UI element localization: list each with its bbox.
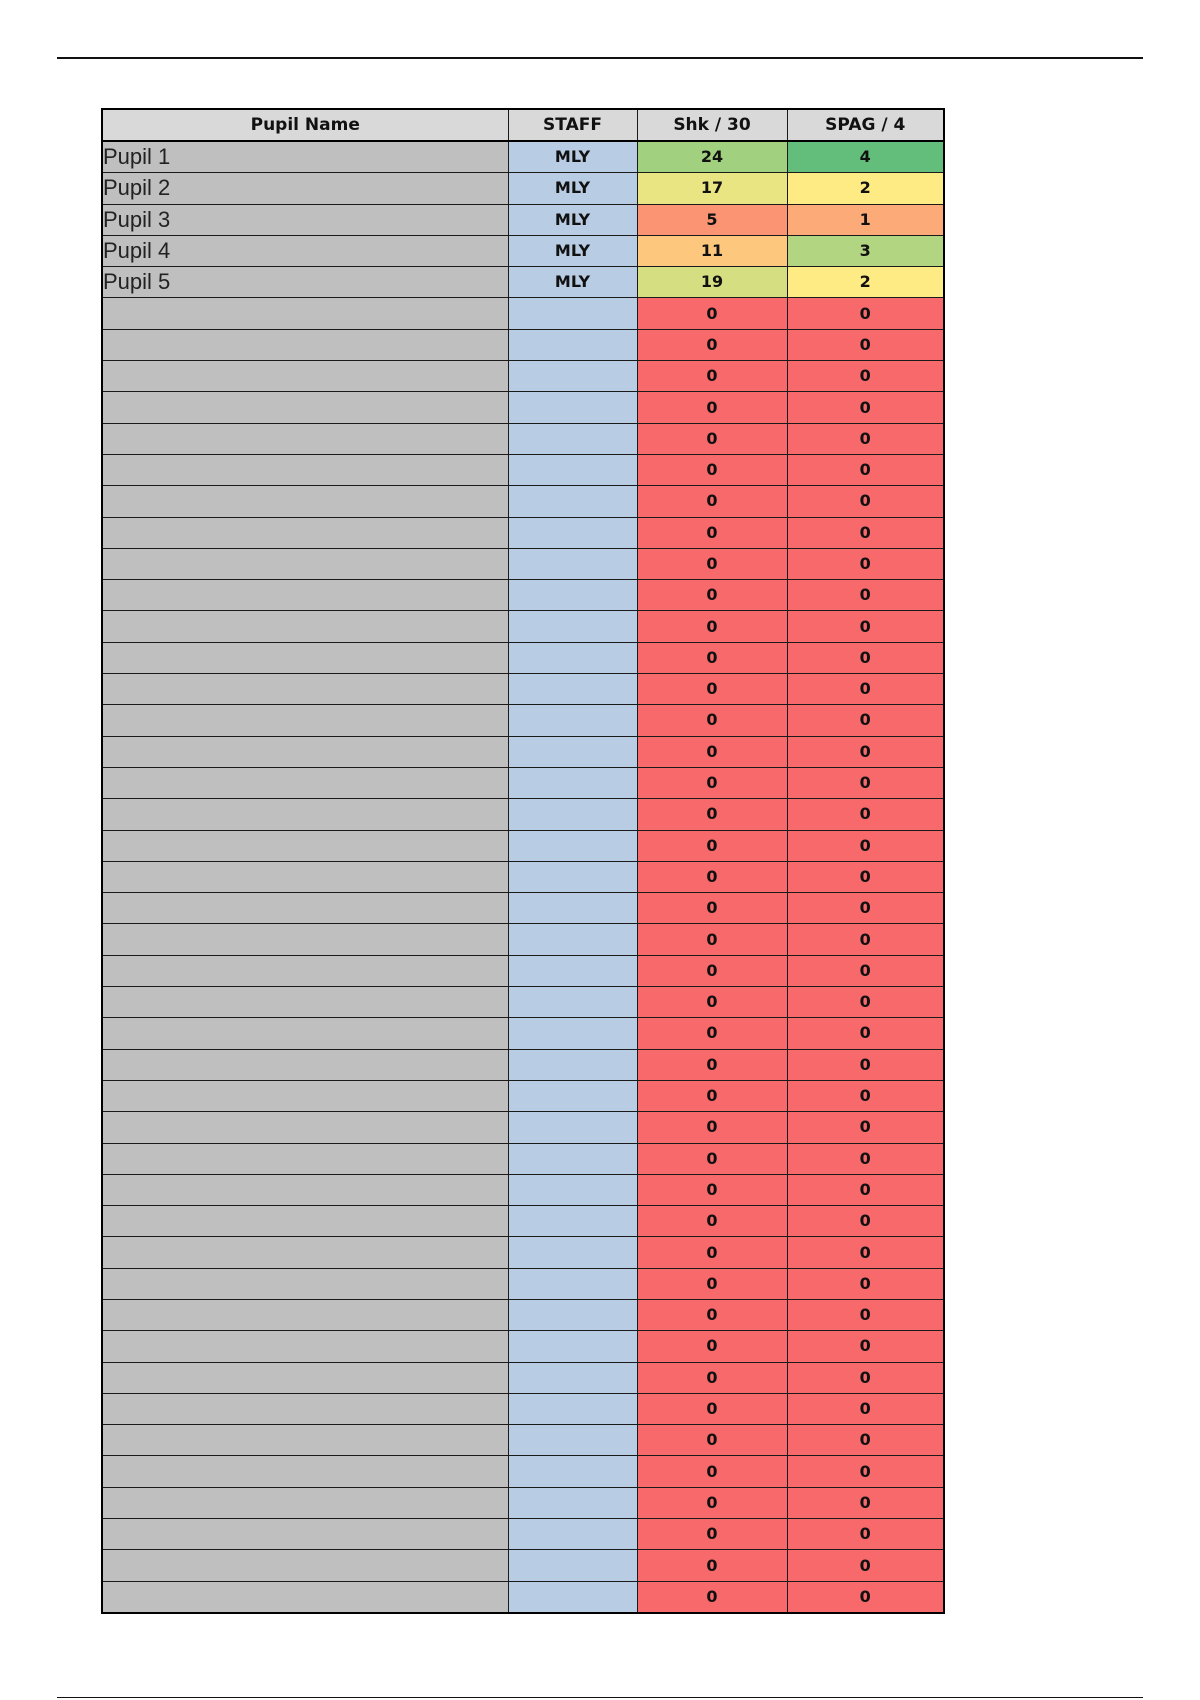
table-row <box>102 204 944 235</box>
staff-cell[interactable] <box>508 1393 637 1424</box>
pupil-name-cell[interactable]: Pupil 4 <box>102 235 508 266</box>
shk-score-cell[interactable]: 19 <box>637 267 787 298</box>
spag-score-cell[interactable]: 0 <box>787 799 944 830</box>
pupil-name-cell[interactable] <box>102 1268 508 1299</box>
table-row <box>102 141 944 173</box>
staff-cell[interactable] <box>508 1206 637 1237</box>
pupil-name-cell[interactable] <box>102 642 508 673</box>
table-row <box>102 861 944 892</box>
shk-score-cell[interactable]: 0 <box>637 1425 787 1456</box>
pupil-scores-table <box>101 108 945 1614</box>
spag-score-cell[interactable]: 0 <box>787 674 944 705</box>
spag-score-cell[interactable]: 0 <box>787 893 944 924</box>
spag-score-cell[interactable]: 0 <box>787 1080 944 1111</box>
staff-cell[interactable] <box>508 987 637 1018</box>
staff-cell[interactable] <box>508 830 637 861</box>
table-row <box>102 267 944 298</box>
shk-score-cell[interactable]: 0 <box>637 830 787 861</box>
shk-score-cell[interactable]: 24 <box>637 141 787 173</box>
shk-score-cell[interactable]: 0 <box>637 924 787 955</box>
spag-score-cell[interactable]: 0 <box>787 454 944 485</box>
shk-score-cell[interactable]: 0 <box>637 580 787 611</box>
spag-score-cell[interactable]: 2 <box>787 173 944 204</box>
spag-score-cell[interactable]: 2 <box>787 267 944 298</box>
table-row <box>102 1581 944 1613</box>
shk-score-cell[interactable]: 0 <box>637 392 787 423</box>
spag-score-cell[interactable]: 0 <box>787 1112 944 1143</box>
pupil-name-cell[interactable] <box>102 1299 508 1330</box>
staff-cell[interactable] <box>508 1487 637 1518</box>
staff-cell[interactable] <box>508 1299 637 1330</box>
table-row <box>102 893 944 924</box>
staff-cell[interactable] <box>508 736 637 767</box>
pupil-name-cell[interactable]: Pupil 2 <box>102 173 508 204</box>
pupil-name-cell[interactable] <box>102 1174 508 1205</box>
shk-score-cell[interactable]: 11 <box>637 235 787 266</box>
staff-cell[interactable] <box>508 1018 637 1049</box>
bottom-rule <box>57 1697 1143 1698</box>
shk-score-cell[interactable]: 0 <box>637 1393 787 1424</box>
pupil-name-cell[interactable] <box>102 298 508 329</box>
staff-cell[interactable]: MLY <box>508 173 637 204</box>
table-row <box>102 830 944 861</box>
pupil-name-cell[interactable] <box>102 736 508 767</box>
pupil-name-cell[interactable] <box>102 767 508 798</box>
pupil-name-cell[interactable]: Pupil 5 <box>102 267 508 298</box>
table-row <box>102 799 944 830</box>
table-row <box>102 1268 944 1299</box>
staff-cell[interactable] <box>508 1550 637 1581</box>
pupil-name-cell[interactable] <box>102 1049 508 1080</box>
staff-cell[interactable] <box>508 1080 637 1111</box>
staff-cell[interactable] <box>508 1268 637 1299</box>
pupil-name-cell[interactable] <box>102 1237 508 1268</box>
pupil-name-cell[interactable] <box>102 987 508 1018</box>
pupil-name-cell[interactable] <box>102 1112 508 1143</box>
table-row <box>102 486 944 517</box>
staff-cell[interactable] <box>508 1456 637 1487</box>
table-row <box>102 580 944 611</box>
staff-cell[interactable] <box>508 1112 637 1143</box>
shk-score-cell[interactable]: 0 <box>637 1018 787 1049</box>
spag-score-cell[interactable]: 0 <box>787 1550 944 1581</box>
shk-score-cell[interactable]: 0 <box>637 517 787 548</box>
staff-cell[interactable]: MLY <box>508 267 637 298</box>
staff-cell[interactable] <box>508 1237 637 1268</box>
staff-cell[interactable] <box>508 799 637 830</box>
shk-score-cell[interactable]: 0 <box>637 1268 787 1299</box>
staff-cell[interactable] <box>508 1581 637 1613</box>
shk-score-cell[interactable]: 0 <box>637 1299 787 1330</box>
table-row <box>102 1487 944 1518</box>
staff-cell[interactable] <box>508 548 637 579</box>
pupil-name-cell[interactable] <box>102 955 508 986</box>
shk-score-cell[interactable]: 0 <box>637 298 787 329</box>
spag-score-cell[interactable]: 0 <box>787 1049 944 1080</box>
pupil-name-cell[interactable] <box>102 1393 508 1424</box>
staff-cell[interactable] <box>508 893 637 924</box>
staff-cell[interactable] <box>508 1519 637 1550</box>
pupil-name-cell[interactable] <box>102 548 508 579</box>
staff-cell[interactable] <box>508 924 637 955</box>
table-row <box>102 736 944 767</box>
top-rule <box>57 57 1143 59</box>
staff-cell[interactable] <box>508 1425 637 1456</box>
header-pupil-name[interactable]: Pupil Name <box>102 109 508 141</box>
staff-cell[interactable] <box>508 767 637 798</box>
shk-score-cell[interactable]: 17 <box>637 173 787 204</box>
pupil-name-cell[interactable] <box>102 1581 508 1613</box>
shk-score-cell[interactable]: 0 <box>637 736 787 767</box>
spag-score-cell[interactable]: 0 <box>787 1456 944 1487</box>
table-body <box>102 141 944 1613</box>
pupil-name-cell[interactable] <box>102 1080 508 1111</box>
header-spag-score[interactable]: SPAG / 4 <box>787 109 944 141</box>
table-row <box>102 1550 944 1581</box>
pupil-name-cell[interactable] <box>102 517 508 548</box>
spag-score-cell[interactable]: 0 <box>787 1425 944 1456</box>
pupil-name-cell[interactable] <box>102 580 508 611</box>
pupil-name-cell[interactable] <box>102 924 508 955</box>
shk-score-cell[interactable]: 0 <box>637 955 787 986</box>
shk-score-cell[interactable]: 0 <box>637 361 787 392</box>
spag-score-cell[interactable]: 0 <box>787 1174 944 1205</box>
table-row <box>102 1080 944 1111</box>
spag-score-cell[interactable]: 0 <box>787 1299 944 1330</box>
table-row <box>102 1362 944 1393</box>
pupil-name-cell[interactable] <box>102 1362 508 1393</box>
staff-cell[interactable] <box>508 1331 637 1362</box>
shk-score-cell[interactable]: 0 <box>637 1487 787 1518</box>
pupil-name-cell[interactable] <box>102 1206 508 1237</box>
shk-score-cell[interactable]: 0 <box>637 1581 787 1613</box>
shk-score-cell[interactable]: 0 <box>637 1080 787 1111</box>
header-staff[interactable]: STAFF <box>508 109 637 141</box>
table-row <box>102 1425 944 1456</box>
pupil-name-cell[interactable] <box>102 423 508 454</box>
pupil-name-cell[interactable] <box>102 392 508 423</box>
shk-score-cell[interactable]: 0 <box>637 1237 787 1268</box>
spag-score-cell[interactable]: 0 <box>787 830 944 861</box>
pupil-name-cell[interactable] <box>102 1550 508 1581</box>
spag-score-cell[interactable]: 0 <box>787 1331 944 1362</box>
spag-score-cell[interactable]: 0 <box>787 486 944 517</box>
spag-score-cell[interactable]: 0 <box>787 361 944 392</box>
staff-cell[interactable] <box>508 361 637 392</box>
shk-score-cell[interactable]: 0 <box>637 423 787 454</box>
staff-cell[interactable]: MLY <box>508 141 637 173</box>
shk-score-cell[interactable]: 0 <box>637 674 787 705</box>
pupil-name-cell[interactable] <box>102 861 508 892</box>
staff-cell[interactable] <box>508 674 637 705</box>
spag-score-cell[interactable]: 0 <box>787 955 944 986</box>
shk-score-cell[interactable]: 0 <box>637 861 787 892</box>
spag-score-cell[interactable]: 0 <box>787 1519 944 1550</box>
pupil-name-cell[interactable] <box>102 799 508 830</box>
spag-score-cell[interactable]: 0 <box>787 1362 944 1393</box>
staff-cell[interactable] <box>508 423 637 454</box>
staff-cell[interactable] <box>508 642 637 673</box>
table-row <box>102 987 944 1018</box>
spag-score-cell[interactable]: 0 <box>787 392 944 423</box>
table-row <box>102 1112 944 1143</box>
staff-cell[interactable] <box>508 955 637 986</box>
table-row <box>102 705 944 736</box>
table-row <box>102 173 944 204</box>
pupil-name-cell[interactable] <box>102 329 508 360</box>
spag-score-cell[interactable]: 0 <box>787 298 944 329</box>
table-row <box>102 924 944 955</box>
staff-cell[interactable] <box>508 392 637 423</box>
shk-score-cell[interactable]: 0 <box>637 548 787 579</box>
pupil-name-cell[interactable] <box>102 611 508 642</box>
spag-score-cell[interactable]: 0 <box>787 1143 944 1174</box>
staff-cell[interactable] <box>508 1362 637 1393</box>
table-row <box>102 361 944 392</box>
table-row <box>102 1143 944 1174</box>
spag-score-cell[interactable]: 0 <box>787 1581 944 1613</box>
table-row <box>102 1299 944 1330</box>
staff-cell[interactable] <box>508 1174 637 1205</box>
shk-score-cell[interactable]: 0 <box>637 1331 787 1362</box>
shk-score-cell[interactable]: 0 <box>637 1206 787 1237</box>
table-row <box>102 1393 944 1424</box>
header-row <box>102 109 944 141</box>
pupil-name-cell[interactable] <box>102 1018 508 1049</box>
table-row <box>102 674 944 705</box>
staff-cell[interactable] <box>508 454 637 485</box>
pupil-name-cell[interactable] <box>102 1487 508 1518</box>
table-row <box>102 955 944 986</box>
shk-score-cell[interactable]: 0 <box>637 1456 787 1487</box>
staff-cell[interactable] <box>508 298 637 329</box>
spag-score-cell[interactable]: 0 <box>787 611 944 642</box>
shk-score-cell[interactable]: 0 <box>637 329 787 360</box>
table-row <box>102 454 944 485</box>
table-row <box>102 1519 944 1550</box>
shk-score-cell[interactable]: 0 <box>637 1550 787 1581</box>
pupil-name-cell[interactable] <box>102 705 508 736</box>
spag-score-cell[interactable]: 0 <box>787 1206 944 1237</box>
pupil-name-cell[interactable] <box>102 361 508 392</box>
staff-cell[interactable] <box>508 486 637 517</box>
shk-score-cell[interactable]: 0 <box>637 1143 787 1174</box>
table-row <box>102 329 944 360</box>
table-row <box>102 1237 944 1268</box>
pupil-name-cell[interactable] <box>102 1519 508 1550</box>
spag-score-cell[interactable]: 0 <box>787 517 944 548</box>
spag-score-cell[interactable]: 0 <box>787 329 944 360</box>
shk-score-cell[interactable]: 0 <box>637 486 787 517</box>
shk-score-cell[interactable]: 0 <box>637 454 787 485</box>
staff-cell[interactable] <box>508 1143 637 1174</box>
spag-score-cell[interactable]: 4 <box>787 141 944 173</box>
spag-score-cell[interactable]: 0 <box>787 1393 944 1424</box>
shk-score-cell[interactable]: 0 <box>637 642 787 673</box>
staff-cell[interactable] <box>508 517 637 548</box>
shk-score-cell[interactable]: 5 <box>637 204 787 235</box>
spag-score-cell[interactable]: 0 <box>787 861 944 892</box>
shk-score-cell[interactable]: 0 <box>637 1112 787 1143</box>
shk-score-cell[interactable]: 0 <box>637 767 787 798</box>
staff-cell[interactable]: MLY <box>508 204 637 235</box>
table-row <box>102 611 944 642</box>
staff-cell[interactable] <box>508 1049 637 1080</box>
table-row <box>102 298 944 329</box>
table-row <box>102 1049 944 1080</box>
pupil-name-cell[interactable] <box>102 1425 508 1456</box>
spag-score-cell[interactable]: 0 <box>787 580 944 611</box>
table-row <box>102 392 944 423</box>
shk-score-cell[interactable]: 0 <box>637 799 787 830</box>
spag-score-cell[interactable]: 3 <box>787 235 944 266</box>
table-row <box>102 517 944 548</box>
pupil-name-cell[interactable] <box>102 486 508 517</box>
pupil-name-cell[interactable] <box>102 893 508 924</box>
spag-score-cell[interactable]: 0 <box>787 1268 944 1299</box>
staff-cell[interactable] <box>508 705 637 736</box>
spag-score-cell[interactable]: 0 <box>787 736 944 767</box>
table-row <box>102 642 944 673</box>
pupil-name-cell[interactable] <box>102 454 508 485</box>
pupil-name-cell[interactable]: Pupil 3 <box>102 204 508 235</box>
table-row <box>102 1206 944 1237</box>
spag-score-cell[interactable]: 0 <box>787 1237 944 1268</box>
staff-cell[interactable] <box>508 580 637 611</box>
spag-score-cell[interactable]: 1 <box>787 204 944 235</box>
spag-score-cell[interactable]: 0 <box>787 423 944 454</box>
pupil-name-cell[interactable] <box>102 1331 508 1362</box>
pupil-name-cell[interactable] <box>102 674 508 705</box>
staff-cell[interactable]: MLY <box>508 235 637 266</box>
staff-cell[interactable] <box>508 329 637 360</box>
spag-score-cell[interactable]: 0 <box>787 1018 944 1049</box>
spag-score-cell[interactable]: 0 <box>787 1487 944 1518</box>
shk-score-cell[interactable]: 0 <box>637 987 787 1018</box>
shk-score-cell[interactable]: 0 <box>637 1519 787 1550</box>
shk-score-cell[interactable]: 0 <box>637 705 787 736</box>
table-row <box>102 423 944 454</box>
table-row <box>102 1018 944 1049</box>
table-row <box>102 1331 944 1362</box>
spag-score-cell[interactable]: 0 <box>787 767 944 798</box>
spag-score-cell[interactable]: 0 <box>787 642 944 673</box>
spag-score-cell[interactable]: 0 <box>787 924 944 955</box>
table-row <box>102 235 944 266</box>
shk-score-cell[interactable]: 0 <box>637 1049 787 1080</box>
header-shk-score[interactable]: Shk / 30 <box>637 109 787 141</box>
shk-score-cell[interactable]: 0 <box>637 893 787 924</box>
pupil-name-cell[interactable] <box>102 1143 508 1174</box>
shk-score-cell[interactable]: 0 <box>637 611 787 642</box>
shk-score-cell[interactable]: 0 <box>637 1174 787 1205</box>
pupil-name-cell[interactable]: Pupil 1 <box>102 141 508 173</box>
staff-cell[interactable] <box>508 611 637 642</box>
pupil-name-cell[interactable] <box>102 1456 508 1487</box>
pupil-name-cell[interactable] <box>102 830 508 861</box>
shk-score-cell[interactable]: 0 <box>637 1362 787 1393</box>
table-row <box>102 548 944 579</box>
table-row <box>102 1456 944 1487</box>
spag-score-cell[interactable]: 0 <box>787 987 944 1018</box>
spag-score-cell[interactable]: 0 <box>787 548 944 579</box>
staff-cell[interactable] <box>508 861 637 892</box>
table-row <box>102 767 944 798</box>
spag-score-cell[interactable]: 0 <box>787 705 944 736</box>
table-row <box>102 1174 944 1205</box>
